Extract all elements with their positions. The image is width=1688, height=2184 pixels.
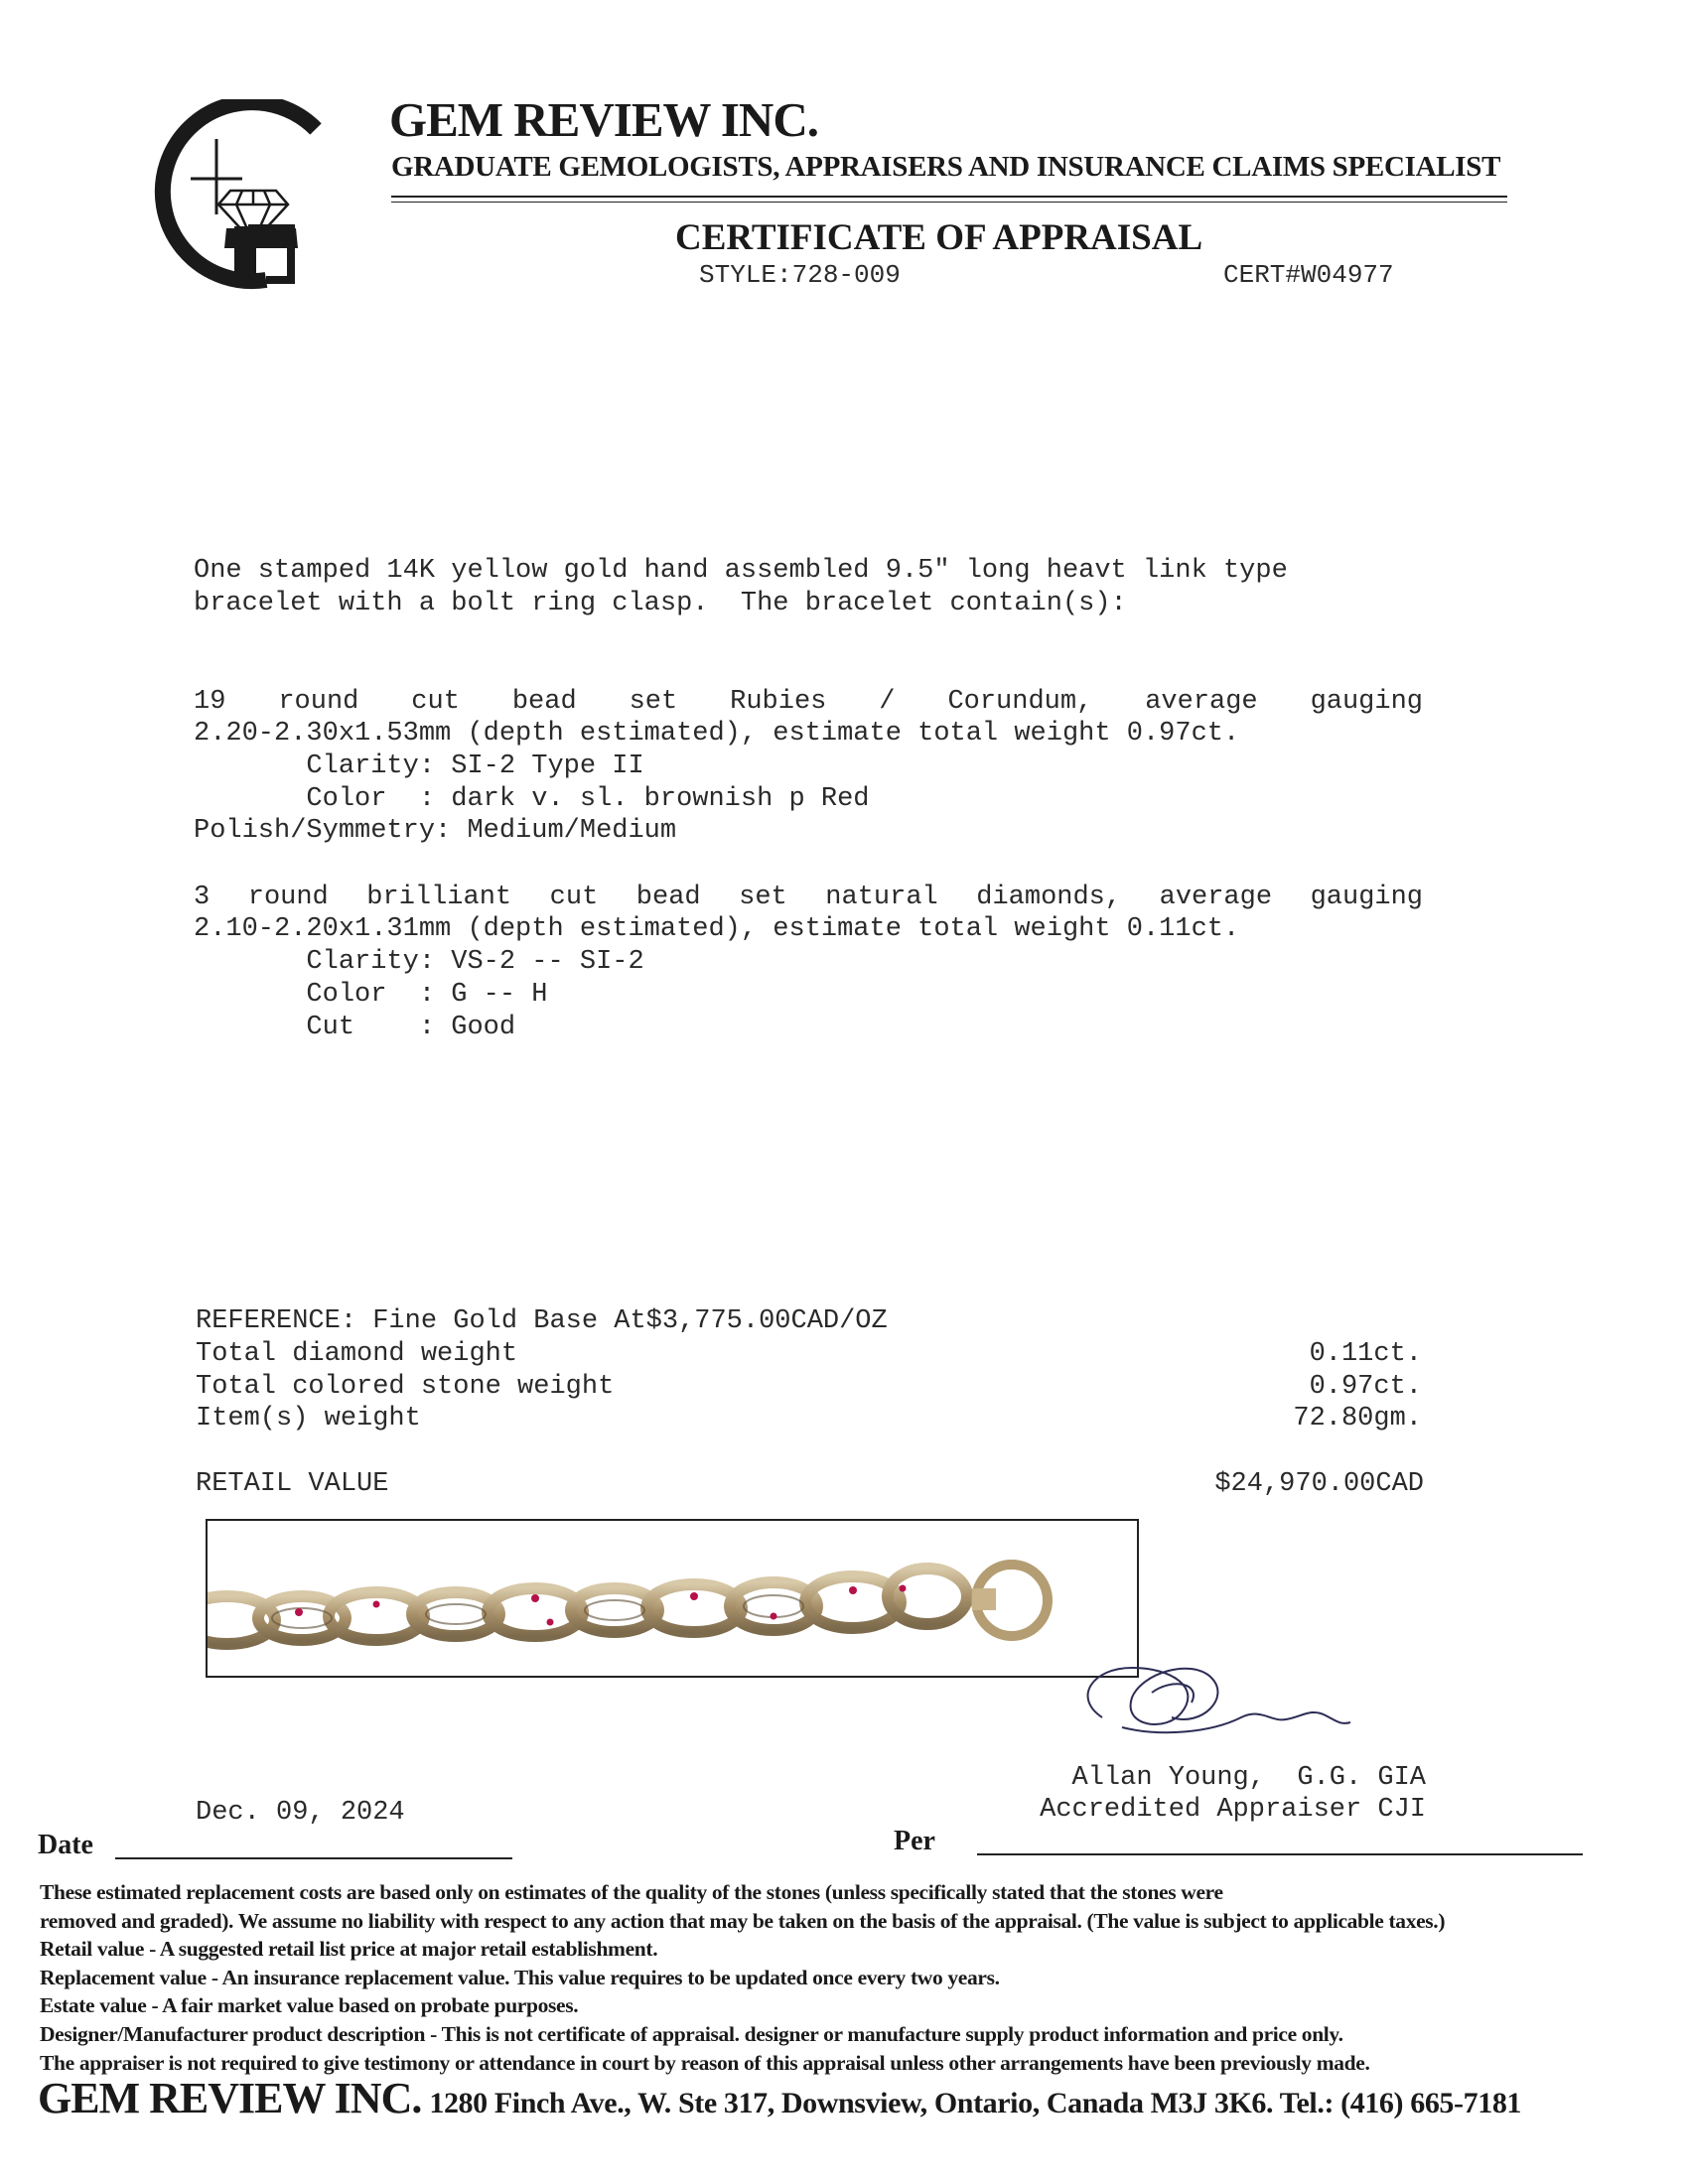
ruby-color: Color : dark v. sl. brownish p Red (194, 784, 870, 814)
company-name: GEM REVIEW INC. (389, 92, 818, 147)
header-rule-thin (391, 202, 1507, 203)
ruby-description: 19 round cut bead set Rubies / Corundum, average gauging (194, 687, 1423, 717)
diamond-gauging: 2.10-2.20x1.31mm (depth estimated), estimate total weight 0.11ct. (194, 914, 1240, 944)
retail-value-amount: $24,970.00CAD (1214, 1469, 1424, 1499)
appraisal-date: Dec. 09, 2024 (196, 1798, 405, 1828)
total-diamond-weight-label: Total diamond weight (196, 1339, 518, 1369)
bracelet-photo (206, 1519, 1139, 1678)
disclaimer-line: Replacement value - An insurance replacement value. This value requires to be updated once every two years. (40, 1965, 1000, 1989)
item-weight-value: 72.80gm. (1293, 1404, 1422, 1433)
ruby-clarity: Clarity: SI-2 Type II (194, 751, 644, 781)
certificate-title: CERTIFICATE OF APPRAISAL (675, 217, 1203, 258)
appraiser-title: Accredited Appraiser CJI (1040, 1795, 1426, 1825)
total-colored-stone-weight-value: 0.97ct. (1309, 1372, 1422, 1402)
total-colored-stone-weight-label: Total colored stone weight (196, 1372, 615, 1402)
certificate-number: CERT#W04977 (1223, 260, 1394, 290)
description-line: One stamped 14K yellow gold hand assembled 9.5" long heavt link type (194, 556, 1288, 586)
footer (38, 2073, 1521, 2123)
footer-company-name: GEM REVIEW INC. (38, 2074, 422, 2122)
disclaimer-line: removed and graded). We assume no liability with respect to any action that may be taken on the basis of the appraisal. (The value is subject to applicable taxes.) (40, 1908, 1446, 1933)
diamond-description: 3 round brilliant cut bead set natural diamonds, average gauging (194, 883, 1423, 912)
total-diamond-weight-value: 0.11ct. (1309, 1339, 1422, 1369)
item-weight-label: Item(s) weight (196, 1404, 421, 1433)
date-label: Date (38, 1830, 93, 1860)
bracelet-image (208, 1521, 1139, 1678)
appraiser-signature (1072, 1638, 1400, 1747)
description-line: bracelet with a bolt ring clasp. The bracelet contain(s): (194, 589, 1127, 618)
disclaimer-line: Retail value - A suggested retail list price at major retail establishment. (40, 1937, 658, 1962)
diamond-clarity: Clarity: VS-2 -- SI-2 (194, 947, 644, 977)
style-number: STYLE:728-009 (699, 260, 901, 290)
disclaimer-line: Designer/Manufacturer product description - This is not certificate of appraisal. designer or manufacture supply product information and price only. (40, 2021, 1343, 2046)
ruby-gauging: 2.20-2.30x1.53mm (depth estimated), estimate total weight 0.97ct. (194, 719, 1240, 749)
header-rule (391, 196, 1507, 198)
footer-address: 1280 Finch Ave., W. Ste 317, Downsview, Ontario, Canada M3J 3K6. Tel.: (416) 665-7181 (429, 2087, 1522, 2119)
ruby-polish-symmetry: Polish/Symmetry: Medium/Medium (194, 816, 677, 846)
company-tagline: GRADUATE GEMOLOGISTS, APPRAISERS AND INSURANCE CLAIMS SPECIALIST (391, 151, 1501, 183)
per-signature-line (977, 1853, 1583, 1855)
diamond-color: Color : G -- H (194, 980, 548, 1010)
reference-gold-base: REFERENCE: Fine Gold Base At$3,775.00CAD/OZ (196, 1306, 888, 1336)
per-label: Per (894, 1826, 935, 1856)
retail-value-label: RETAIL VALUE (196, 1469, 389, 1499)
disclaimer-line: The appraiser is not required to give testimony or attendance in court by reason of this appraisal unless other arrangements have been previously made. (40, 2050, 1370, 2075)
disclaimer-line: Estate value - A fair market value based on probate purposes. (40, 1993, 579, 2018)
diamond-cut: Cut : Good (194, 1013, 516, 1042)
disclaimer (40, 1878, 1668, 2077)
date-signature-line (115, 1857, 512, 1859)
disclaimer-line: These estimated replacement costs are based only on estimates of the quality of the stones (unless specifically stated that the stones were (40, 1880, 1223, 1904)
appraiser-name: Allan Young, G.G. GIA (1071, 1763, 1426, 1793)
company-logo (137, 99, 336, 298)
